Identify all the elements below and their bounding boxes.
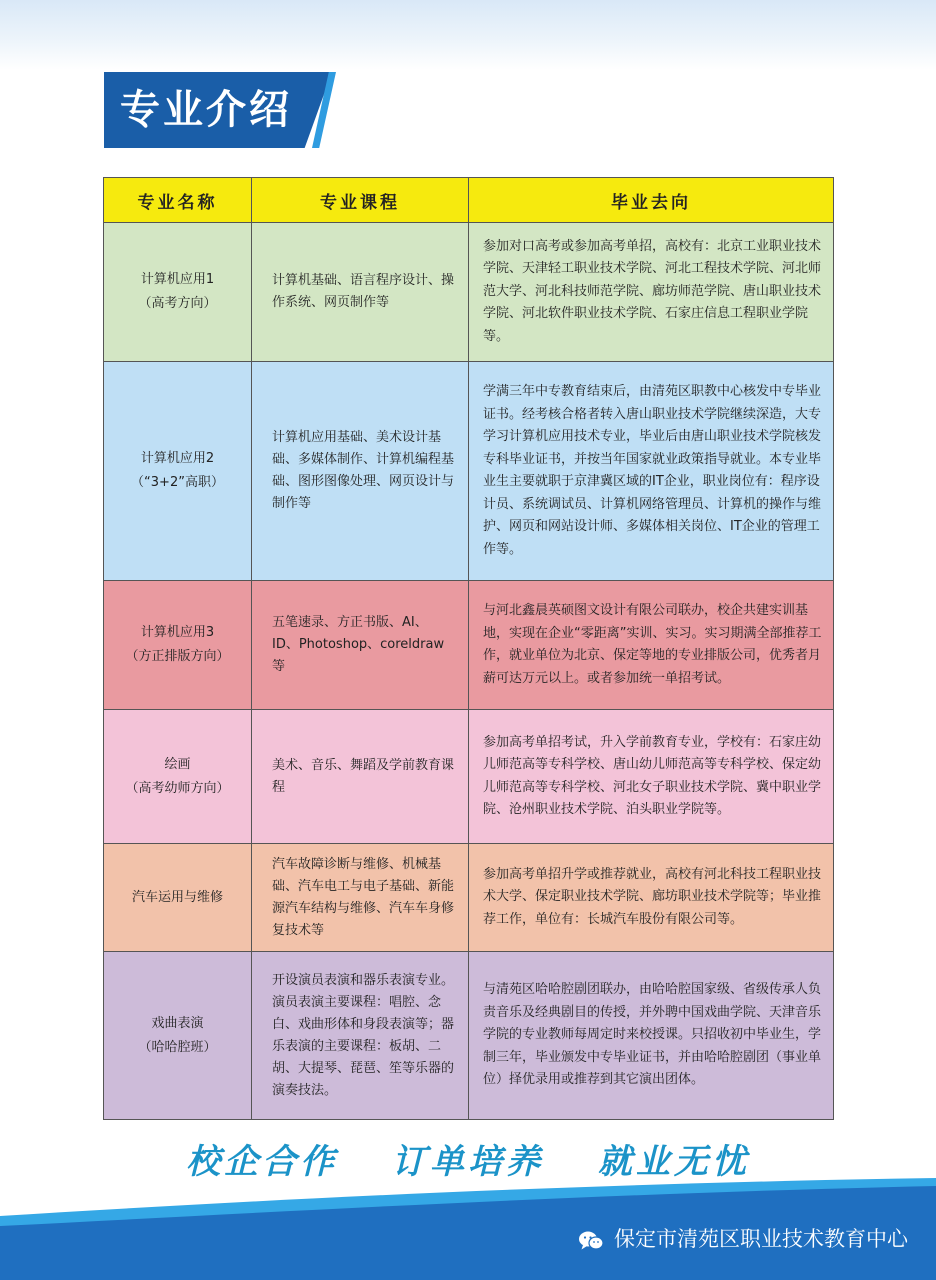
slogan: 校企合作 订单培养 就业无忧 bbox=[186, 1142, 750, 1182]
major-name-cell bbox=[104, 581, 252, 710]
destination-cell: 参加高考单招考试，升入学前教育专业，学校有：石家庄幼儿师范高等专科学校、唐山幼儿师范高等专科学校、保定幼儿师范高等专科学校、河北女子职业技术学院、冀中职业学院、沧州职业技术学院、泊头职业学院等。 bbox=[469, 710, 834, 844]
major-name-cell bbox=[104, 844, 252, 952]
courses-cell: 五笔速录、方正书版、AI、ID、Photoshop、coreldraw等 bbox=[252, 581, 469, 710]
destination-cell: 学满三年中专教育结束后，由清苑区职教中心核发中专毕业证书。经考核合格者转入唐山职业技术学院继续深造，大专学习计算机应用技术专业，毕业后由唐山职业技术学院核发专科毕业证书，并按当年国家就业政策指导就业。本专业毕业生主要就职于京津冀区域的IT企业，职业岗位有：程序设计员、系统调试员、计算机网络管理员、计算机的操作与维护、网页和网站设计师、多媒体相关岗位、IT企业的管理工作等。 bbox=[469, 362, 834, 581]
header-destination: 毕业去向 bbox=[469, 178, 834, 223]
major-name-cell bbox=[104, 362, 252, 581]
header-major-name: 专业名称 bbox=[104, 178, 252, 223]
courses-cell: 计算机应用基础、美术设计基础、多媒体制作、计算机编程基础、图形图像处理、网页设计与制作等 bbox=[252, 362, 469, 581]
major-name: 绘画 bbox=[164, 756, 191, 772]
major-name-cell bbox=[104, 223, 252, 362]
table-row bbox=[104, 223, 834, 362]
courses-cell: 开设演员表演和器乐表演专业。演员表演主要课程：唱腔、念白、戏曲形体和身段表演等；器乐表演的主要课程：板胡、二胡、大提琴、琵琶、笙等乐器的演奏技法。 bbox=[252, 952, 469, 1120]
destination-cell: 与清苑区哈哈腔剧团联办，由哈哈腔国家级、省级传承人负责音乐及经典剧目的传授，并外聘中国戏曲学院、天津音乐学院的专业教师每周定时来校授课。只招收初中毕业生，学制三年，毕业颁发中专毕业证书，并由哈哈腔剧团（事业单位）择优录用或推荐到其它演出团体。 bbox=[469, 952, 834, 1120]
major-direction: （方正排版方向） bbox=[125, 649, 230, 664]
page-title: 专业介绍 bbox=[120, 87, 292, 133]
table-row bbox=[104, 362, 834, 581]
major-name-cell bbox=[104, 710, 252, 844]
destination-cell: 与河北鑫晨英硕图文设计有限公司联办，校企共建实训基地，实现在企业“零距离”实训、实习。实习期满全部推荐工作，就业单位为北京、保定等地的专业排版公司，优秀者月薪可达万元以上。或者参加统一单招考试。 bbox=[469, 581, 834, 710]
table-row bbox=[104, 710, 834, 844]
majors-table bbox=[103, 177, 834, 1120]
major-name-cell bbox=[104, 952, 252, 1120]
table-header-row bbox=[104, 178, 834, 223]
major-name: 计算机应用1 bbox=[140, 272, 215, 287]
major-direction: （“3+2”高职） bbox=[131, 475, 224, 490]
courses-cell: 汽车故障诊断与维修、机械基础、汽车电工与电子基础、新能源汽车结构与维修、汽车车身修复技术等 bbox=[252, 844, 469, 952]
major-name: 计算机应用2 bbox=[140, 451, 215, 466]
destination-cell: 参加高考单招升学或推荐就业，高校有河北科技工程职业技术大学、保定职业技术学院、廊坊职业技术学院等；毕业推荐工作，单位有：长城汽车股份有限公司等。 bbox=[469, 844, 834, 952]
destination-cell: 参加对口高考或参加高考单招，高校有：北京工业职业技术学院、天津轻工职业技术学院、河北工程技术学院、河北师范大学、河北科技师范学院、廊坊师范学院、唐山职业技术学院、河北软件职业技术学院、石家庄信息工程职业学院等。 bbox=[469, 223, 834, 362]
major-direction: （高考幼师方向） bbox=[125, 780, 230, 796]
table-row bbox=[104, 952, 834, 1120]
header-courses: 专业课程 bbox=[252, 178, 469, 223]
major-direction: （哈哈腔班） bbox=[138, 1039, 217, 1055]
top-background-band bbox=[0, 0, 936, 70]
major-name: 戏曲表演 bbox=[151, 1015, 204, 1031]
organization-name: 保定市清苑区职业技术教育中心 bbox=[614, 1227, 908, 1251]
major-name: 汽车运用与维修 bbox=[131, 889, 223, 905]
wechat-icon bbox=[578, 1228, 604, 1250]
table-row bbox=[104, 844, 834, 952]
table-row bbox=[104, 581, 834, 710]
major-direction: （高考方向） bbox=[138, 296, 217, 311]
footer-organization bbox=[578, 1222, 908, 1256]
courses-cell: 计算机基础、语言程序设计、操作系统、网页制作等 bbox=[252, 223, 469, 362]
courses-cell: 美术、音乐、舞蹈及学前教育课程 bbox=[252, 710, 469, 844]
major-name: 计算机应用3 bbox=[140, 625, 215, 640]
